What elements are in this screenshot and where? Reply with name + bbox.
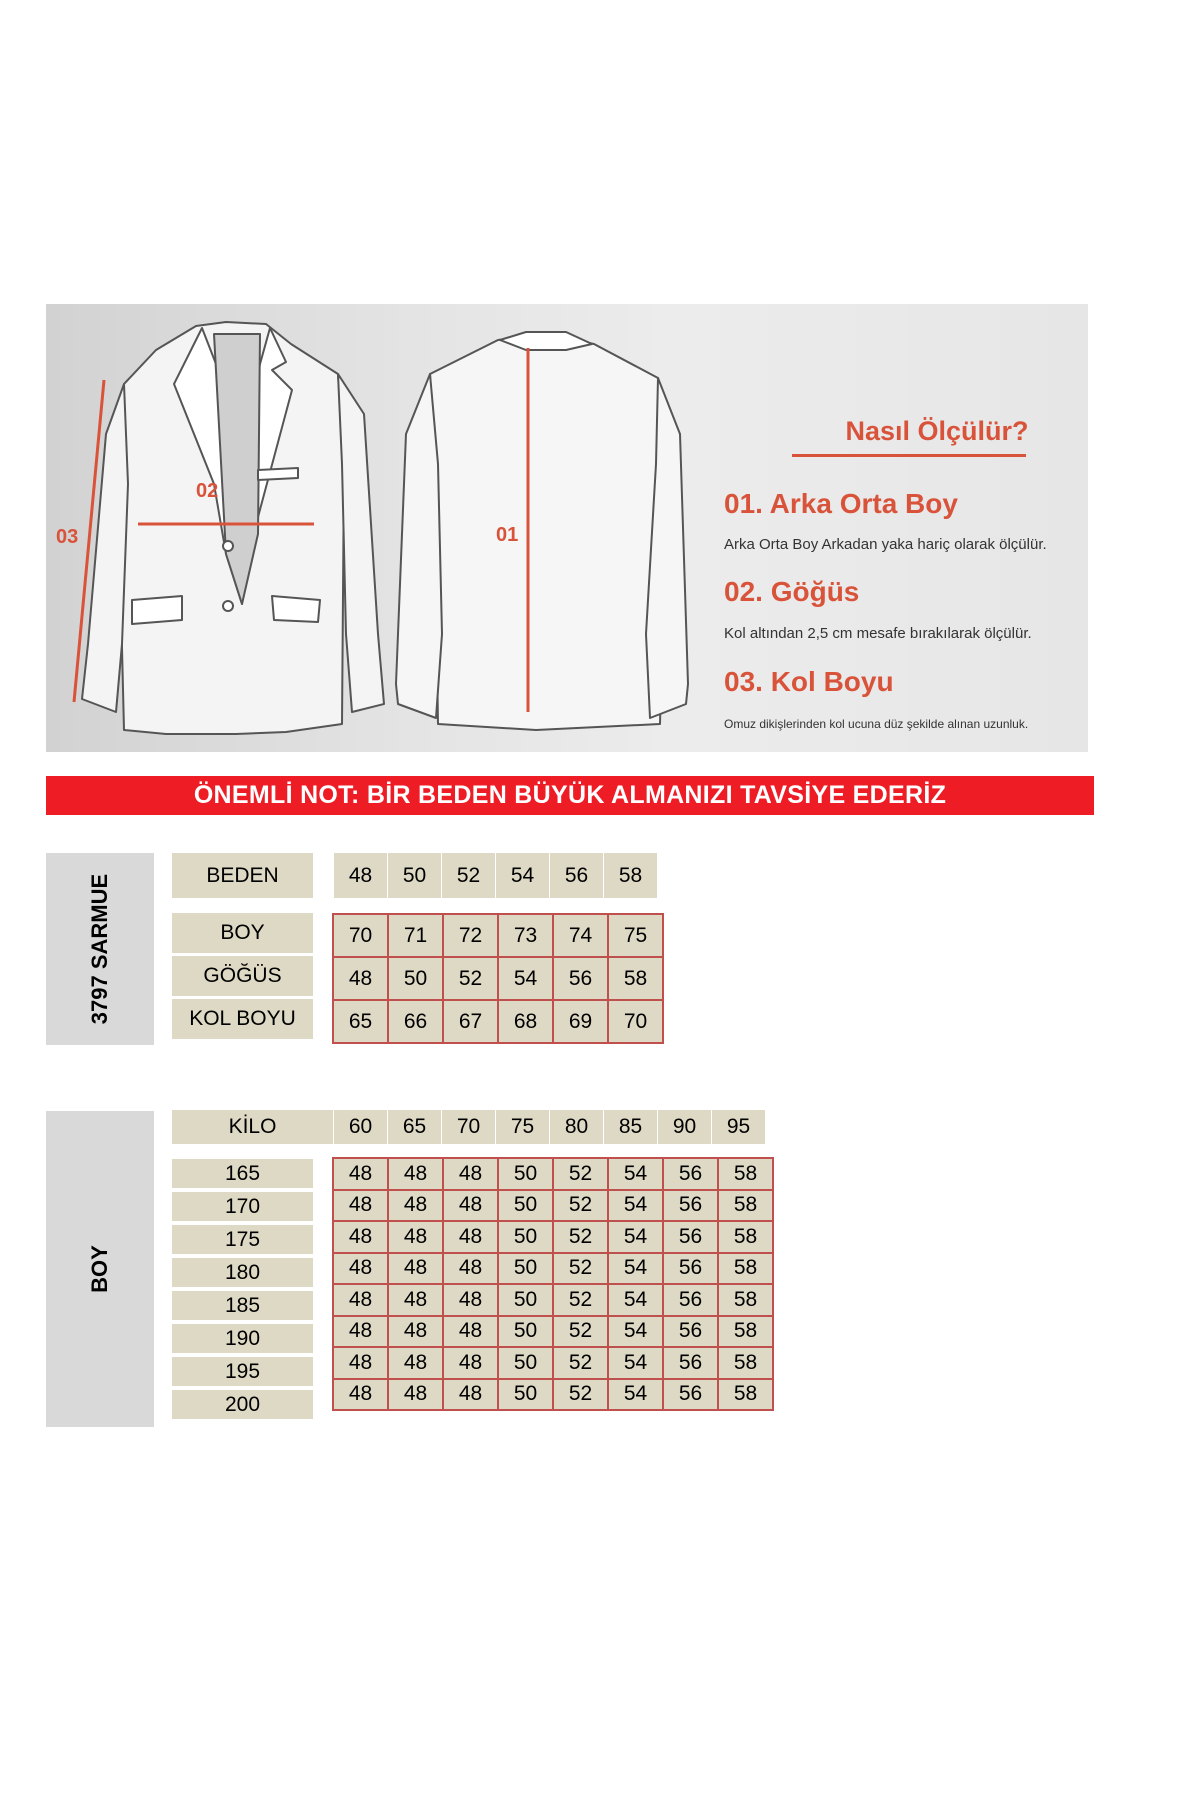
weight-header-cell: 60 [334,1110,387,1144]
recommended-size-cell: 48 [444,1222,499,1254]
product-side-label [46,853,154,1045]
recommended-size-cell: 48 [444,1348,499,1380]
howto-underline [792,454,1026,457]
recommended-size-cell: 50 [499,1380,554,1412]
recommended-size-cell: 48 [334,1222,389,1254]
size-row-label: KOL BOYU [172,999,313,1039]
recommended-size-cell: 58 [719,1159,774,1191]
recommended-size-cell: 54 [609,1348,664,1380]
height-row-label: 180 [172,1258,313,1287]
recommended-size-cell: 56 [664,1317,719,1349]
recommended-size-cell: 54 [609,1317,664,1349]
recommended-size-cell: 48 [334,1191,389,1223]
weight-header-cell: 85 [604,1110,657,1144]
recommended-size-cell: 48 [444,1285,499,1317]
recommended-size-cell: 48 [389,1191,444,1223]
weight-header-label: KİLO [172,1110,333,1144]
recommended-size-cell: 50 [499,1191,554,1223]
size-cell: 67 [444,1001,499,1044]
size-cell: 72 [444,915,499,958]
size-cell: 52 [444,958,499,1001]
recommended-size-cell: 48 [334,1159,389,1191]
weight-header-cell: 90 [658,1110,711,1144]
recommended-size-cell: 56 [664,1380,719,1412]
height-row-label: 185 [172,1291,313,1320]
recommended-size-cell: 52 [554,1348,609,1380]
recommended-size-cell: 58 [719,1317,774,1349]
recommended-size-cell: 48 [334,1317,389,1349]
height-row-label: 195 [172,1357,313,1386]
recommended-size-cell: 48 [389,1159,444,1191]
size-row-label: BOY [172,913,313,953]
size-header-cell: 58 [604,853,657,898]
recommended-size-cell: 52 [554,1159,609,1191]
measure-label-01: 01 [496,524,519,546]
recommended-size-cell: 48 [389,1254,444,1286]
size-cell: 70 [609,1001,664,1044]
weight-header-cell: 95 [712,1110,765,1144]
recommended-size-cell: 50 [499,1254,554,1286]
size-measure-grid [332,913,664,1044]
height-row-label: 200 [172,1390,313,1419]
recommended-size-cell: 50 [499,1159,554,1191]
size-cell: 56 [554,958,609,1001]
size-cell: 70 [334,915,389,958]
recommended-size-cell: 58 [719,1222,774,1254]
size-header-cell: 52 [442,853,495,898]
recommended-size-cell: 50 [499,1222,554,1254]
recommended-size-cell: 52 [554,1380,609,1412]
recommended-size-cell: 48 [389,1348,444,1380]
weight-header-cell: 70 [442,1110,495,1144]
recommended-size-cell: 48 [389,1317,444,1349]
size-recommendation-grid [332,1157,774,1411]
size-cell: 58 [609,958,664,1001]
size-header-row [334,853,658,898]
recommended-size-cell: 56 [664,1222,719,1254]
recommended-size-cell: 48 [334,1285,389,1317]
size-cell: 74 [554,915,609,958]
size-cell: 66 [389,1001,444,1044]
howto-title: Nasıl Ölçülür? [845,416,1029,446]
size-row-labels [172,913,313,1042]
recommended-size-cell: 54 [609,1222,664,1254]
size-header-label: BEDEN [172,853,313,898]
recommended-size-cell: 48 [444,1380,499,1412]
recommended-size-cell: 56 [664,1159,719,1191]
size-cell: 69 [554,1001,609,1044]
size-header-cell: 54 [496,853,549,898]
weight-header-cell: 65 [388,1110,441,1144]
recommended-size-cell: 48 [389,1285,444,1317]
step-1-heading: 01. Arka Orta Boy [724,488,958,519]
recommended-size-cell: 48 [389,1380,444,1412]
size-cell: 73 [499,915,554,958]
recommended-size-cell: 58 [719,1254,774,1286]
recommended-size-cell: 52 [554,1191,609,1223]
step-3-desc: Omuz dikişlerinden kol ucuna düz şekilde alınan uzunluk. [724,717,1029,731]
recommended-size-cell: 48 [444,1191,499,1223]
recommended-size-cell: 52 [554,1317,609,1349]
recommended-size-cell: 48 [334,1380,389,1412]
height-row-labels [172,1159,313,1423]
important-note-banner: ÖNEMLİ NOT: BİR BEDEN BÜYÜK ALMANIZI TAVSİYE EDERİZ [46,776,1094,815]
recommended-size-cell: 56 [664,1285,719,1317]
recommended-size-cell: 52 [554,1254,609,1286]
recommended-size-cell: 58 [719,1380,774,1412]
measurement-guide [46,304,1088,752]
recommended-size-cell: 54 [609,1380,664,1412]
step-1-desc: Arka Orta Boy Arkadan yaka hariç olarak ölçülür. [724,536,1047,553]
measure-label-03: 03 [56,526,79,548]
size-row-label: GÖĞÜS [172,956,313,996]
size-cell: 50 [389,958,444,1001]
recommended-size-cell: 54 [609,1159,664,1191]
weight-header-cell: 80 [550,1110,603,1144]
height-row-label: 190 [172,1324,313,1353]
recommended-size-cell: 54 [609,1191,664,1223]
recommended-size-cell: 48 [444,1159,499,1191]
recommended-size-cell: 48 [334,1254,389,1286]
weight-header-row [334,1110,766,1144]
recommended-size-cell: 56 [664,1254,719,1286]
size-header-cell: 50 [388,853,441,898]
recommended-size-cell: 50 [499,1285,554,1317]
recommended-size-cell: 58 [719,1191,774,1223]
recommended-size-cell: 52 [554,1285,609,1317]
recommended-size-cell: 56 [664,1348,719,1380]
recommended-size-cell: 56 [664,1191,719,1223]
measure-label-02: 02 [196,480,219,502]
height-row-label: 175 [172,1225,313,1254]
recommended-size-cell: 54 [609,1254,664,1286]
height-side-label [46,1111,154,1427]
recommended-size-cell: 48 [334,1348,389,1380]
recommended-size-cell: 52 [554,1222,609,1254]
recommended-size-cell: 48 [444,1254,499,1286]
height-axis-title: BOY [87,1245,112,1293]
weight-header-cell: 75 [496,1110,549,1144]
size-header-cell: 48 [334,853,387,898]
size-header-cell: 56 [550,853,603,898]
recommended-size-cell: 50 [499,1317,554,1349]
height-row-label: 165 [172,1159,313,1188]
size-cell: 65 [334,1001,389,1044]
height-row-label: 170 [172,1192,313,1221]
size-cell: 54 [499,958,554,1001]
step-2-desc: Kol altından 2,5 cm mesafe bırakılarak ölçülür. [724,625,1032,642]
size-cell: 75 [609,915,664,958]
jacket-illustration [46,304,1088,752]
step-3-heading: 03. Kol Boyu [724,666,894,697]
size-cell: 68 [499,1001,554,1044]
product-code: 3797 SARMUE [87,873,113,1025]
recommended-size-cell: 48 [444,1317,499,1349]
step-2-heading: 02. Göğüs [724,576,860,607]
recommended-size-cell: 58 [719,1285,774,1317]
recommended-size-cell: 54 [609,1285,664,1317]
size-cell: 48 [334,958,389,1001]
size-cell: 71 [389,915,444,958]
recommended-size-cell: 58 [719,1348,774,1380]
recommended-size-cell: 48 [389,1222,444,1254]
recommended-size-cell: 50 [499,1348,554,1380]
